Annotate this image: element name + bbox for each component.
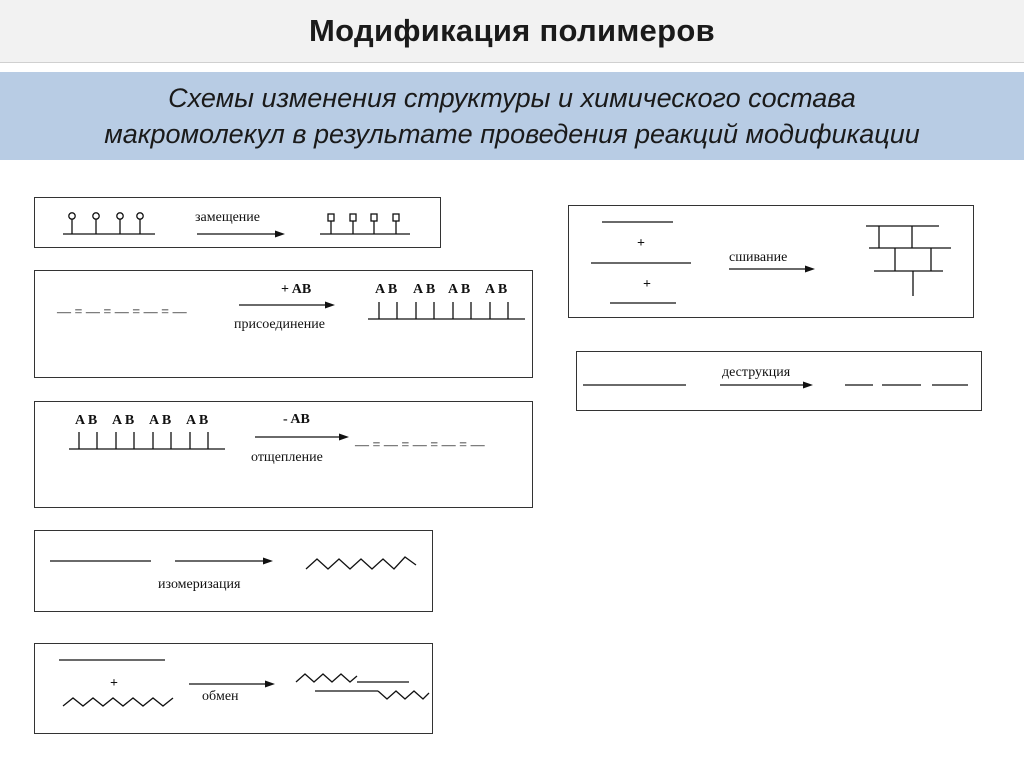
elimination-reagent: - AB <box>283 412 310 427</box>
addition-label: присоединение <box>234 317 325 332</box>
addition-reagent: + AB <box>281 282 312 297</box>
crosslinked-network <box>866 226 951 296</box>
exchange-label: обмен <box>202 689 239 704</box>
elimination-diagram <box>35 402 532 507</box>
substitution-label: замещение <box>195 210 261 225</box>
ab-pair: A B <box>75 413 98 428</box>
isomerization-scheme <box>34 530 433 612</box>
ab-pair: A B <box>485 282 508 297</box>
isomerization-diagram <box>35 531 432 611</box>
ab-pair: A B <box>149 413 172 428</box>
substitution-scheme <box>34 197 441 248</box>
destruction-label: деструкция <box>722 365 791 380</box>
title-bar <box>0 0 1024 63</box>
plus-sign: + <box>637 236 645 251</box>
subtitle-band <box>0 72 1024 160</box>
square-pendants <box>328 214 399 234</box>
plus-sign: + <box>110 676 118 691</box>
ab-pair: A B <box>112 413 135 428</box>
destruction-scheme <box>576 351 982 411</box>
exchange-scheme <box>34 643 433 734</box>
exchange-diagram <box>35 644 432 733</box>
elimination-label: отщепление <box>251 450 323 465</box>
ab-pair: A B <box>375 282 398 297</box>
ab-pair: A B <box>448 282 471 297</box>
unsaturated-chain: — = — = — = — = — <box>57 305 187 320</box>
subtitle-line-2: макромолекул в результате проведения реакций модификации <box>104 119 920 149</box>
plus-sign: + <box>643 277 651 292</box>
exchanged-products <box>296 674 429 699</box>
crosslinking-label: сшивание <box>729 250 788 265</box>
saturated-chain <box>368 302 525 319</box>
elimination-scheme <box>34 401 533 508</box>
substitution-diagram <box>35 198 440 247</box>
addition-scheme <box>34 270 533 378</box>
destruction-diagram <box>577 352 981 410</box>
ab-labels <box>375 282 507 297</box>
zigzag-chain <box>306 557 416 569</box>
crosslinking-diagram <box>569 206 973 317</box>
ab-pair: A B <box>186 413 209 428</box>
ab-pair: A B <box>413 282 436 297</box>
crosslinking-scheme <box>568 205 974 318</box>
page-title: Модификация полимеров <box>309 13 715 48</box>
ab-labels <box>75 413 208 428</box>
isomerization-label: изомеризация <box>158 577 241 592</box>
zigzag-chain <box>63 698 173 706</box>
addition-diagram <box>35 271 532 377</box>
unsaturated-chain: — = — = — = — = — <box>355 438 485 453</box>
saturated-chain <box>69 432 225 449</box>
subtitle-line-1: Схемы изменения структуры и химического состава <box>168 83 856 113</box>
circle-pendants <box>69 213 143 234</box>
